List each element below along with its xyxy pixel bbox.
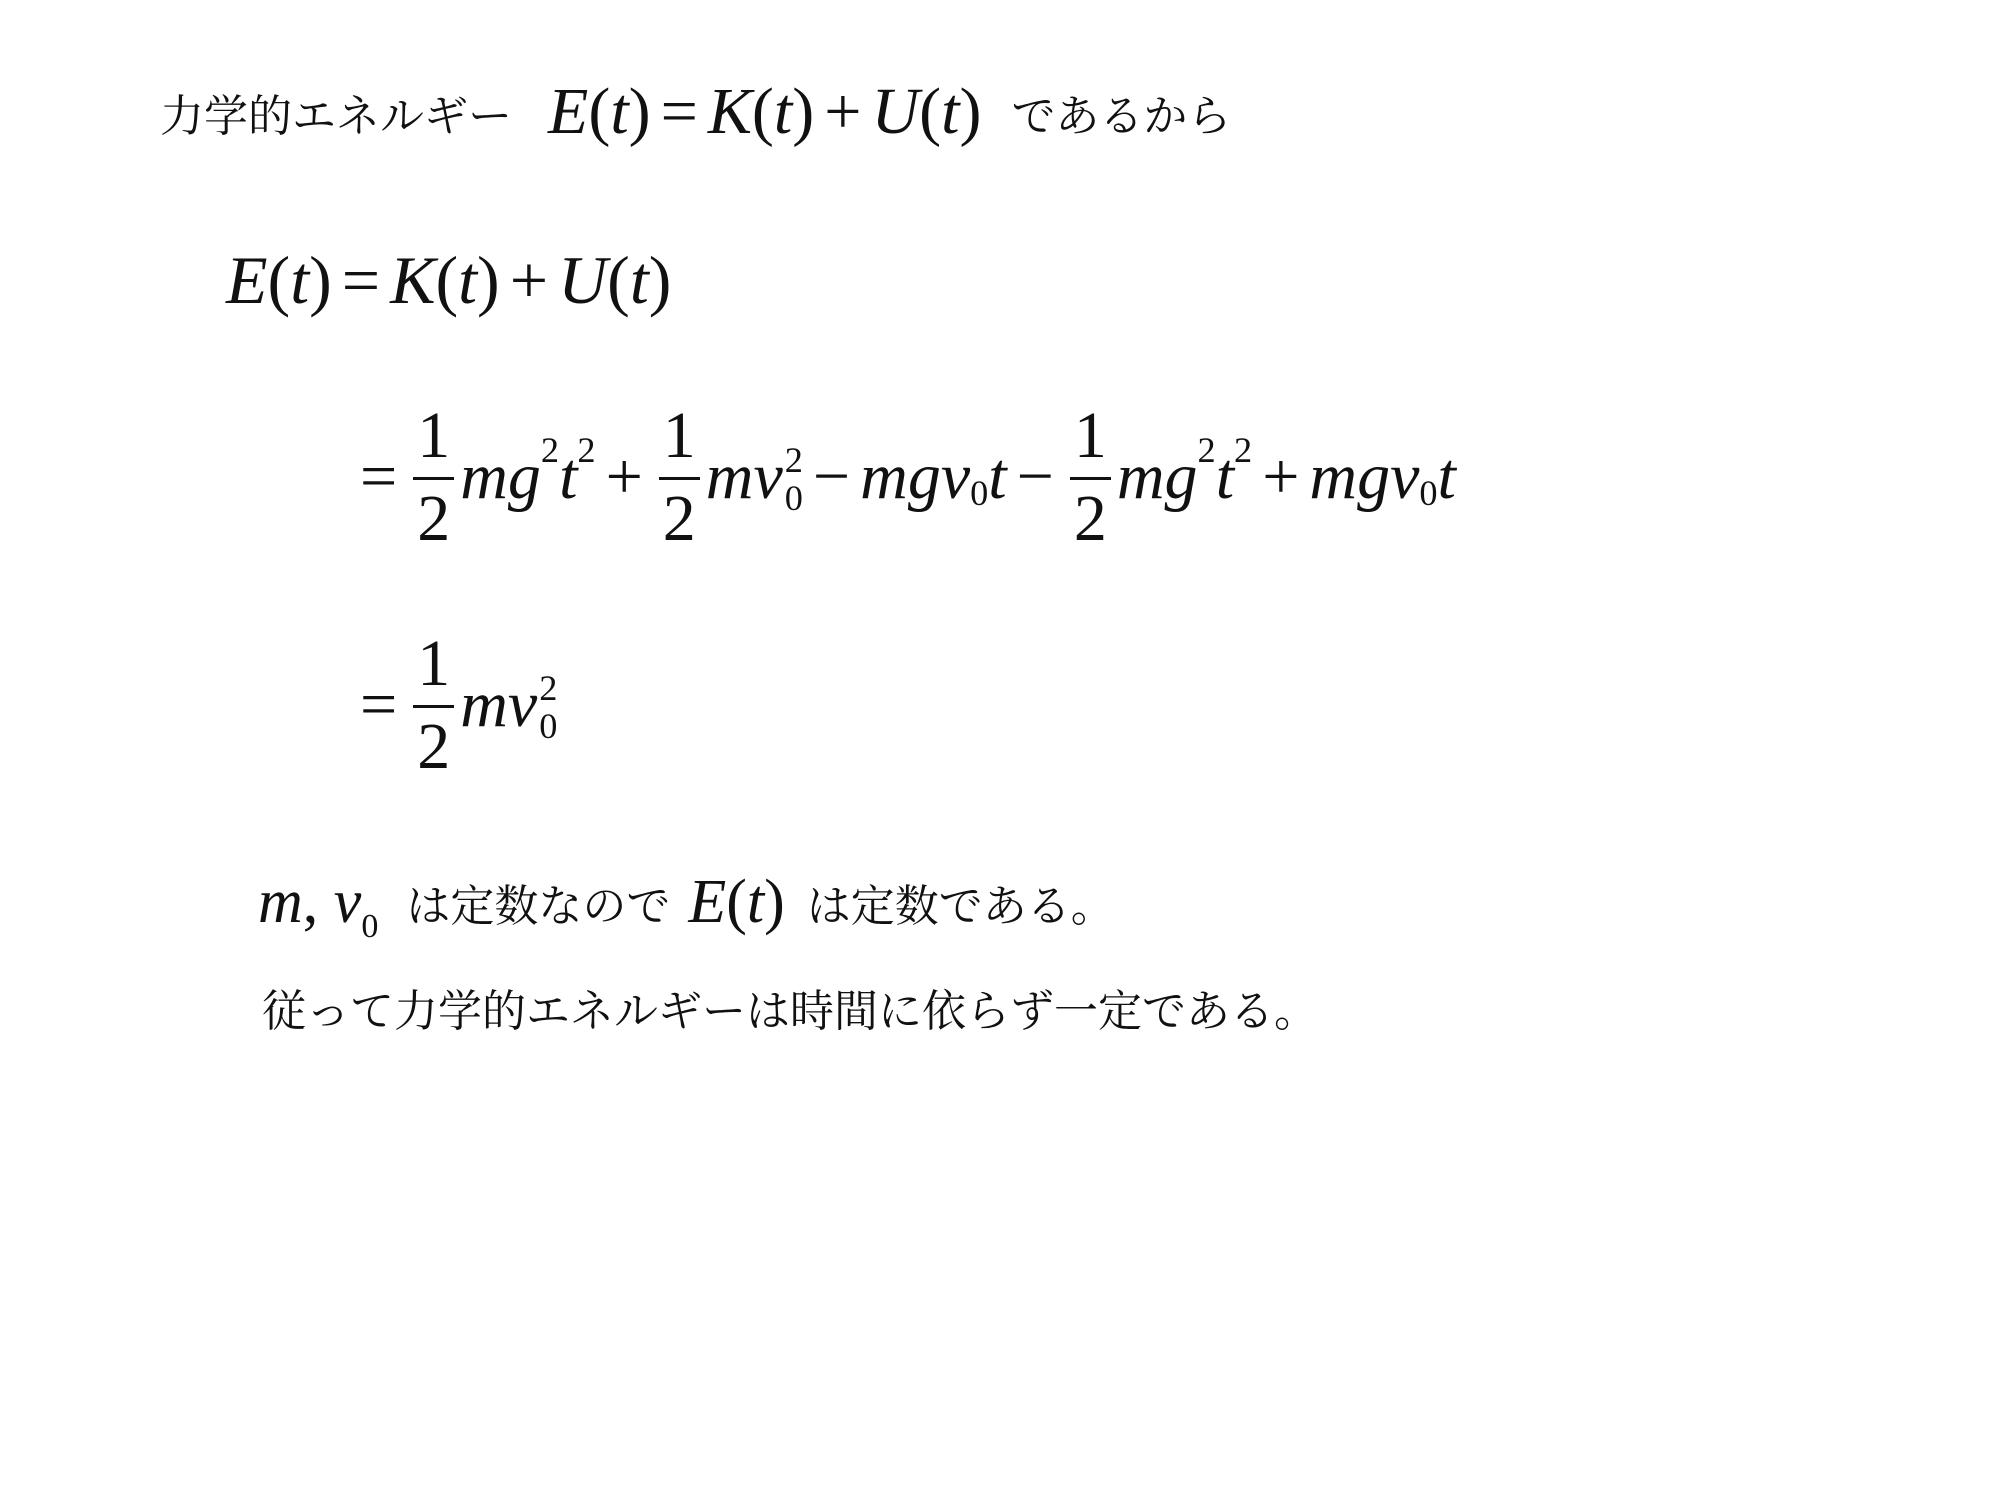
- conclusion-line-1: [258, 862, 1115, 945]
- fraction-one-half: $\frac{1}{2}$: [413, 403, 454, 552]
- equation-energy-definition: E(t) = K(t) + U(t): [226, 241, 672, 318]
- derivation-line-3: [360, 620, 557, 790]
- energy-expression: E(t): [688, 867, 785, 936]
- intro-prefix: 力学的エネルギー: [160, 91, 512, 142]
- equation-expanded: = $\frac{1}{2}$ mg 2 t 2 + $\frac{1}{2}$ mv 2 0 − mgv 0 t − $\frac{1}{2}$ mg 2 t 2 + mgv 0 t: [360, 398, 1456, 555]
- conclusion-end-text: は定数である。: [806, 881, 1115, 932]
- derivation-line-1: [226, 240, 671, 320]
- fraction-one-half: $\frac{1}{2}$: [1070, 403, 1111, 552]
- intro-equation: E(t) = K(t) + U(t): [548, 75, 982, 148]
- fraction-one-half: $\frac{1}{2}$: [413, 631, 454, 780]
- conclusion-line-2: [262, 972, 1318, 1042]
- intro-suffix: であるから: [1011, 91, 1232, 142]
- intro-line: [160, 72, 1231, 152]
- conclusion-statement: 従って力学的エネルギーは時間に依らず一定である。: [262, 986, 1318, 1037]
- derivation-line-2: [360, 392, 1456, 562]
- equation-result: = $\frac{1}{2}$ mv 2 0: [360, 626, 558, 783]
- conclusion-mid-text: は定数なので: [406, 881, 671, 932]
- fraction-one-half: $\frac{1}{2}$: [659, 403, 700, 552]
- constants-variables: m, $v_0$: [258, 867, 379, 945]
